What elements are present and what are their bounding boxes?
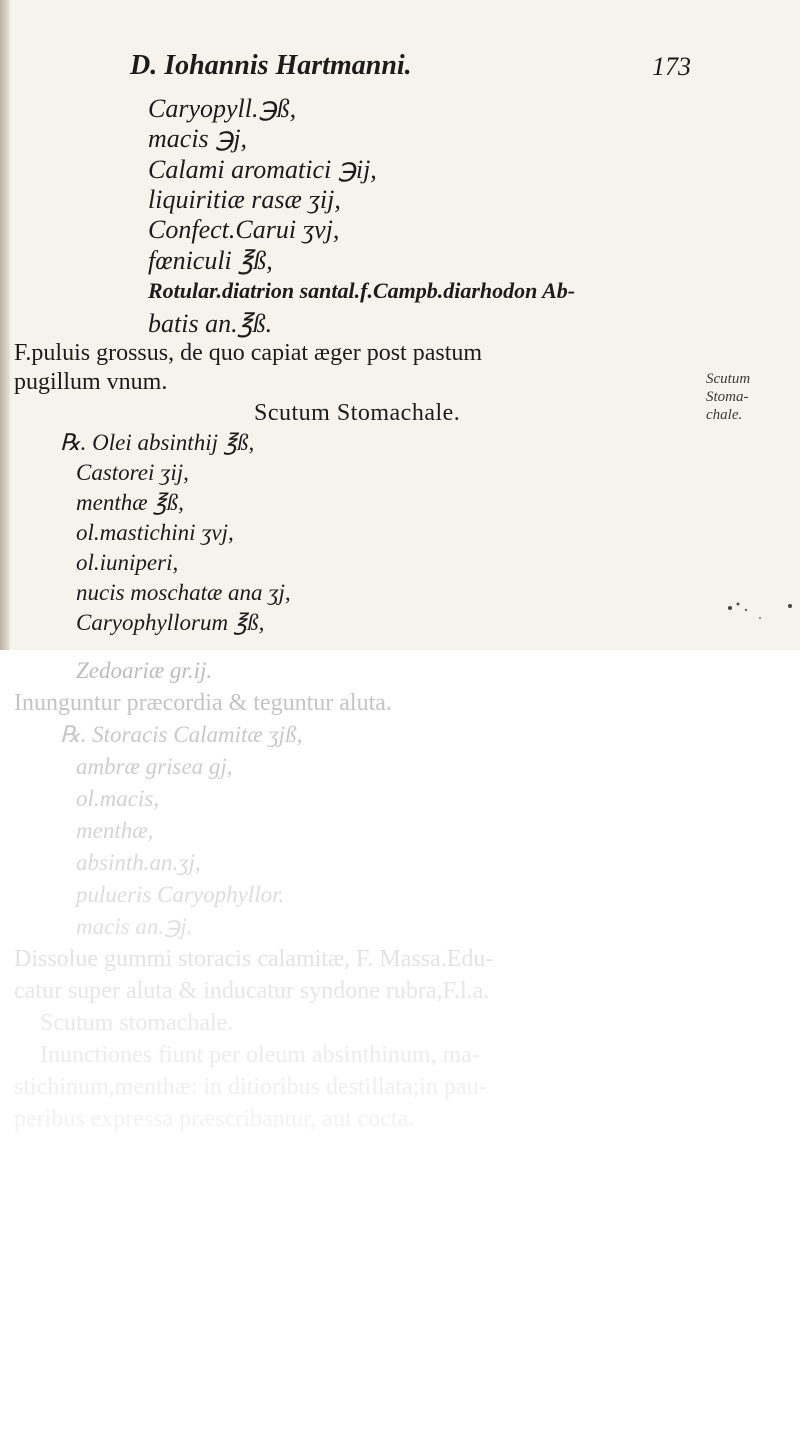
text-line: Caryophyllorum ℥ß, — [76, 610, 265, 635]
text-line: absinth.an.ʒj, — [76, 850, 201, 875]
text-line: pugillum vnum. — [14, 369, 168, 395]
section-heading: Scutum Stomachale. — [254, 400, 461, 426]
text-line: peribus expressa præscribantur, aut cocta. — [14, 1106, 415, 1132]
margin-note-line: Scutum — [706, 371, 751, 387]
margin-note — [706, 370, 786, 424]
text-line: catur super aluta & inducatur syndone rubra,F.l.a. — [14, 978, 490, 1004]
text-line: fœniculi ℥ß, — [148, 246, 273, 275]
text-line: ol.macis, — [76, 786, 160, 811]
text-line: macis ℈j, — [148, 124, 248, 153]
text-line: F.puluis grossus, de quo capiat æger post pastum — [14, 340, 483, 366]
blank-lower-area — [0, 650, 800, 1451]
text-line: ℞. Olei absinthij ℥ß, — [60, 430, 255, 455]
text-line: Zedoariæ gr.ij. — [76, 658, 213, 683]
text-line: Confect.Carui ʒvj, — [148, 215, 340, 244]
text-line: nucis moschatæ ana ʒj, — [76, 580, 291, 605]
text-line: Caryopyll.℈ß, — [148, 94, 297, 123]
text-line: Dissolue gummi storacis calamitæ, F. Massa.Edu- — [14, 946, 494, 972]
text-line: ambræ grisea gj, — [76, 754, 233, 779]
text-line: macis an.℈j. — [76, 914, 193, 939]
book-page-scan — [0, 0, 800, 650]
text-line: Rotular.diatrion santal.f.Campb.diarhodon Ab- — [148, 278, 576, 303]
text-line: batis an.℥ß. — [148, 309, 273, 338]
ink-specks — [720, 596, 800, 636]
binding-gutter — [0, 0, 10, 650]
margin-note-line: Stoma- — [706, 389, 749, 405]
text-line: menthæ ℥ß, — [76, 490, 184, 515]
text-line: Calami aromatici ℈ij, — [148, 155, 377, 184]
margin-note-line: chale. — [706, 407, 743, 423]
page-header — [130, 46, 760, 90]
text-line: Inunctiones fiunt per oleum absinthinum, ma- — [40, 1042, 480, 1068]
page-number: 173 — [652, 52, 691, 81]
text-line: liquiritiæ rasæ ʒij, — [148, 185, 341, 214]
text-line: Scutum stomachale. — [40, 1010, 234, 1036]
text-line: ol.mastichini ʒvj, — [76, 520, 234, 545]
text-line: Castorei ʒij, — [76, 460, 189, 485]
text-line: ol.iuniperi, — [76, 550, 179, 575]
text-line: stichinum,menthæ: in ditioribus destillata;in pau- — [14, 1074, 487, 1100]
text-line: Inunguntur præcordia & teguntur aluta. — [14, 690, 392, 716]
text-line: menthæ, — [76, 818, 154, 843]
running-head: D. Iohannis Hartmanni. — [130, 50, 412, 81]
text-line: pulueris Caryophyllor. — [76, 882, 285, 907]
text-line: ℞. Storacis Calamitæ ʒjß, — [60, 722, 303, 747]
